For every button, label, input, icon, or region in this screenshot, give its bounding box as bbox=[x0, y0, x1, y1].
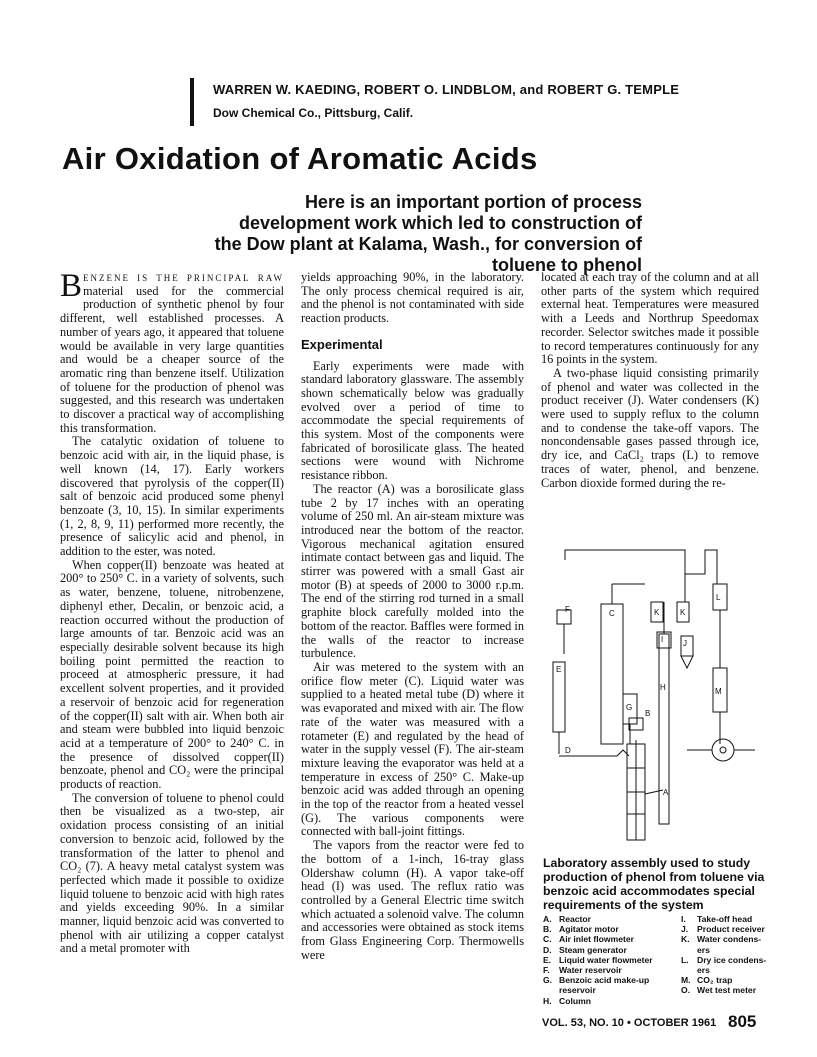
paragraph: The reactor (A) was a borosilicate glass tube 2 by 17 inches with an operating volume of 250 ml. An air-steam mixture was introduced near the bottom of the reactor. Vigorous mechanical agitation ensured intimate contact between gas and liquid. The stirrer was powered with a small Gast air motor (B) at speeds of 2000 to 3000 r.p.m. The end of the stirring rod turned in a small graphite block carefully molded into the bottom of the reactor. Baffles were formed in the walls of the reactor to increase turbulence. bbox=[301, 481, 524, 661]
paragraph: The conversion of toluene to phenol could then be visualized as a two-step, air oxidation process consisting of an initial conversion to benzoic acid, followed by the transformation of the latter to phenol and CO₂ (7). A heavy metal catalyst system was perfected which made it possible to oxidize liquid toluene to benzoic acid with high rates and yields exceeding 90%. In a similar manner, liquid benzoic acid was converted to phenol with air utilizing a copper catalyst and a metal promoter with bbox=[60, 790, 284, 956]
paragraph: A two-phase liquid consisting primarily of phenol and water was collected in the product receiver (J). Water condensers (K) were used to supply reflux to the column and to condense the take-off vapors. The noncondensable gases passed through ice, dry ice, and CaCl₂ traps (L) to remove traces of water, phenol, and benzene. Carbon dioxide formed during the re- bbox=[541, 365, 759, 490]
paragraph: When copper(II) benzoate was heated at 200° to 250° C. in a variety of solvents, such as water, benzene, toluene, nitrobenzene, diphenyl ether, Decalin, or benzoic acid, a reaction occurred without the production of large amounts of tar. Benzoic acid was an especially desirable solvent because its high boiling point permitted the reaction to proceed at atmospheric pressure, it had excellent solvent properties, and it provided a reservoir of benzoic acid for regeneration of the copper(II) salt with air. When both air and steam were bubbled into liquid benzoic acid at a temperature of 200° to 240° C. in the presence of dissolved copper(II) benzoate, phenol and CO₂ were the principal products of reaction. bbox=[60, 557, 284, 792]
paragraph: The vapors from the reactor were fed to the bottom of a 1-inch, 16-tray glass Oldershaw column (H). A vapor take-off head (I) was used. The reflux ratio was controlled by a General Electric time switch which actuated a solenoid valve. The column and accessories were obtained as stock items from Glass Engineering Corp. Thermowells were bbox=[301, 838, 524, 962]
affiliation: Dow Chemical Co., Pittsburg, Calif. bbox=[213, 106, 414, 120]
article-title: Air Oxidation of Aromatic Acids bbox=[62, 141, 538, 176]
legend-entry: G. Benzoic acid make-up bbox=[543, 975, 650, 986]
label-M: M bbox=[715, 687, 722, 696]
body-column-1 bbox=[60, 268, 284, 956]
legend-entry: I. Take-off head bbox=[681, 914, 753, 924]
paragraph bbox=[60, 268, 284, 435]
label-A: A bbox=[663, 788, 669, 797]
apparatus-diagram bbox=[545, 544, 765, 844]
page-number: 805 bbox=[728, 1012, 757, 1031]
label-J: J bbox=[683, 639, 687, 648]
label-I: I bbox=[661, 635, 664, 644]
lead-smallcaps: enzene is the principal raw bbox=[83, 270, 284, 284]
paragraph: yields approaching 90%, in the laboratory. The only process chemical required is air, and the phenol is not contaminated with side reaction products. bbox=[301, 270, 524, 326]
figure-caption: Laboratory assembly used to study production of phenol from toluene via benzoic acid accommodates special requirements of the system bbox=[543, 856, 765, 912]
label-D: D bbox=[565, 746, 571, 755]
section-heading: Experimental bbox=[301, 336, 383, 352]
legend-entry: M. CO₂ trap bbox=[681, 975, 733, 986]
paragraph: Early experiments were made with standard laboratory glassware. The assembly shown schematically below was gradually evolved over a period of time to accommodate the special requirements of this system. Most of the components were fabricated of borosilicate glass. The heated sections were wound with Nichrome resistance ribbon. bbox=[301, 358, 524, 483]
author-list: WARREN W. KAEDING, ROBERT O. LINDBLOM, and ROBERT G. TEMPLE bbox=[213, 82, 680, 97]
label-F: F bbox=[565, 605, 570, 614]
body-column-2 bbox=[301, 271, 524, 962]
paragraph-text: material used for the commercial production of synthetic phenol by four different, well established processes. A number of years ago, it appeared that toluene would be available in very large quantities and would be a cheaper source of the aromatic ring than benzene itself. Utilization of toluene for the production of phenol was suggested, and this research was undertaken to discover a practical way of accomplishing this transformation. bbox=[60, 283, 284, 435]
paragraph: located at each tray of the column and at all other parts of the system which required external heat. Temperatures were measured with a Leeds and Northrup Speedomax recorder. Selector switches made it possible to record temperatures continuously for any 16 points in the system. bbox=[541, 270, 759, 367]
body-column-3 bbox=[541, 271, 759, 490]
label-H: H bbox=[660, 683, 666, 692]
label-C: C bbox=[609, 609, 615, 618]
legend-entry: O. Wet test meter bbox=[681, 985, 757, 996]
label-L: L bbox=[716, 593, 721, 602]
legend-entry: E. Liquid water flowmeter bbox=[543, 954, 653, 965]
legend-entry: ers bbox=[697, 965, 710, 976]
legend-right bbox=[681, 914, 766, 996]
legend-entry: J. Product receiver bbox=[681, 924, 765, 935]
label-G: G bbox=[626, 703, 633, 712]
author-rule bbox=[190, 78, 194, 126]
legend-entry: H. Column bbox=[543, 995, 591, 1006]
legend-left bbox=[543, 914, 653, 1006]
legend-entry: ers bbox=[697, 944, 710, 955]
paragraph: Air was metered to the system with an orifice flow meter (C). Liquid water was supplied to a heated metal tube (D) where it was evaporated and mixed with air. The flow rate of the water was measured with a rotameter (E) and regulated by the head of water in the supply vessel (F). The air-steam mixture leaving the evaporator was held at a temperature in excess of 250° C. Make-up benzoic acid was added through an opening in the top of the reactor from a heated vessel (G). The various components were connected with ball-joint fittings. bbox=[301, 659, 524, 839]
legend-entry: A. Reactor bbox=[543, 914, 591, 924]
label-E: E bbox=[556, 665, 562, 674]
article-subtitle: Here is an important portion of process development work which led to construction of the Dow plant at Kalama, Wash., for conversion of toluene to phenol bbox=[214, 192, 642, 275]
issue-footer: VOL. 53, NO. 10 • OCTOBER 1961 bbox=[542, 1017, 717, 1029]
legend-entry: K. Water condens- bbox=[681, 934, 762, 945]
legend-entry: L. Dry ice condens- bbox=[681, 954, 767, 965]
legend-entry: reservoir bbox=[559, 985, 596, 996]
legend-entry: C. Air inlet flowmeter bbox=[543, 934, 634, 945]
drop-cap: B bbox=[60, 268, 83, 304]
legend-entry: B. Agitator motor bbox=[543, 924, 619, 935]
paragraph: The catalytic oxidation of toluene to benzoic acid with air, in the liquid phase, is well known (14, 17). Early workers discovered that pyrolysis of the copper(II) salt of benzoic acid produced some phenyl benzoate (3, 10, 15). In similar experiments (1, 2, 8, 9, 11) performed more recently, the presence of salicylic acid and phenol, in addition to the ester, was noted. bbox=[60, 434, 284, 559]
label-B: B bbox=[645, 709, 651, 718]
label-K: K bbox=[654, 608, 660, 617]
legend-entry: D. Steam generator bbox=[543, 944, 627, 955]
label-K2: K bbox=[680, 608, 686, 617]
legend-entry: F. Water reservoir bbox=[543, 965, 622, 976]
